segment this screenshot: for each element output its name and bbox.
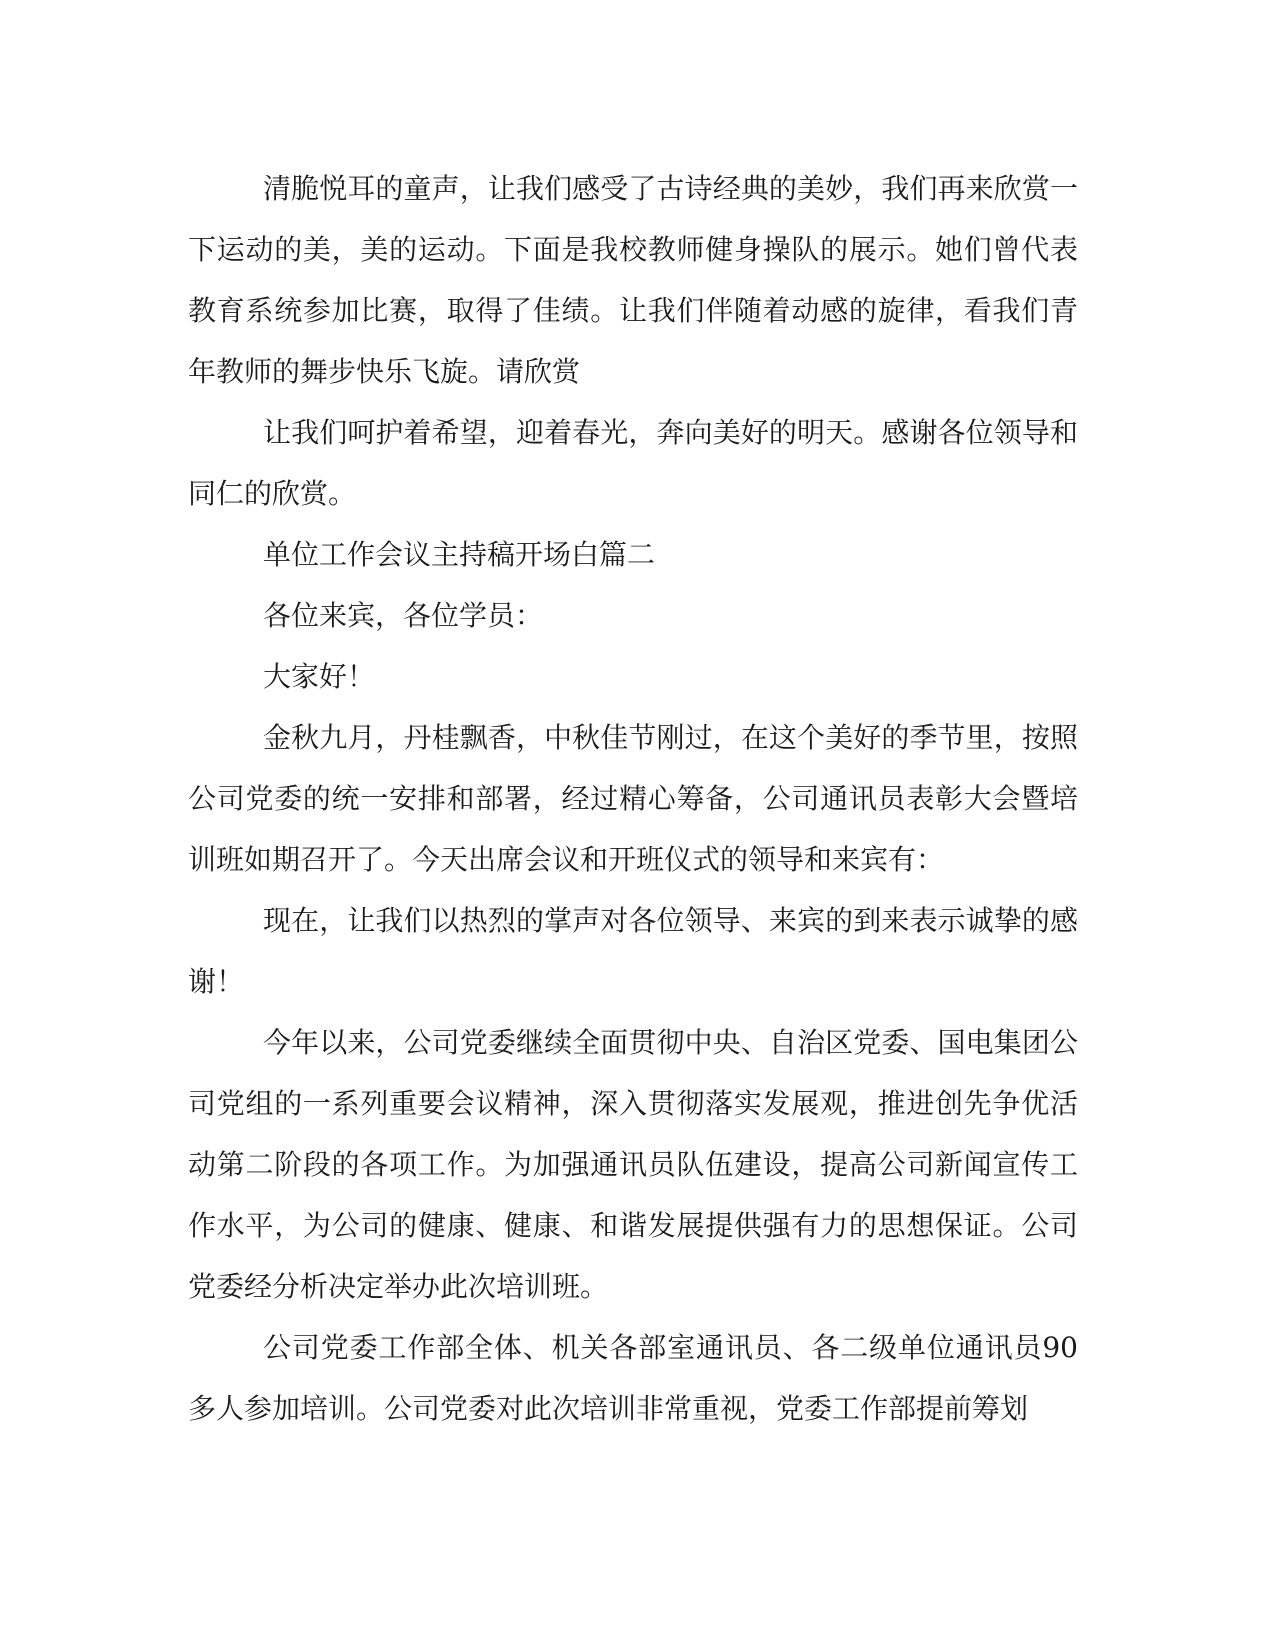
paragraph-background: 今年以来，公司党委继续全面贯彻中央、自治区党委、国电集团公司党组的一系列重要会议精神，深入贯彻落实发展观，推进创先争优活动第二阶段的各项工作。为加强通讯员队伍建设，提高公司新闻宣传工作水平，为公司的健康、健康、和谐发展提供强有力的思想保证。公司党委经分析决定举办此次培训班。 bbox=[188, 1026, 1078, 1303]
paragraph-participants: 公司党委工作部全体、机关各部室通讯员、各二级单位通讯员90多人参加培训。公司党委对此次培训非常重视，党委工作部提前筹划 bbox=[188, 1331, 1078, 1425]
paragraph-teacher-dance-intro: 清脆悦耳的童声，让我们感受了古诗经典的美妙，我们再来欣赏一下运动的美，美的运动。下面是我校教师健身操队的展示。她们曾代表教育系统参加比赛，取得了佳绩。让我们伴随着动感的旋律，看我们青年教师的舞步快乐飞旋。请欣赏 bbox=[188, 172, 1078, 388]
paragraph-applause: 现在，让我们以热烈的掌声对各位领导、来宾的到来表示诚挚的感谢！ bbox=[188, 904, 1078, 998]
document-body bbox=[188, 158, 1078, 1439]
paragraph-greeting: 大家好！ bbox=[263, 660, 376, 693]
paragraph-thanks-closing: 让我们呵护着希望，迎着春光，奔向美好的明天。感谢各位领导和同仁的欣赏。 bbox=[188, 416, 1078, 510]
section-heading: 单位工作会议主持稿开场白篇二 bbox=[263, 538, 656, 571]
paragraph-opening: 金秋九月，丹桂飘香，中秋佳节刚过，在这个美好的季节里，按照公司党委的统一安排和部署，经过精心筹备，公司通讯员表彰大会暨培训班如期召开了。今天出席会议和开班仪式的领导和来宾有： bbox=[188, 721, 1078, 876]
paragraph-salutation: 各位来宾，各位学员： bbox=[263, 599, 544, 632]
